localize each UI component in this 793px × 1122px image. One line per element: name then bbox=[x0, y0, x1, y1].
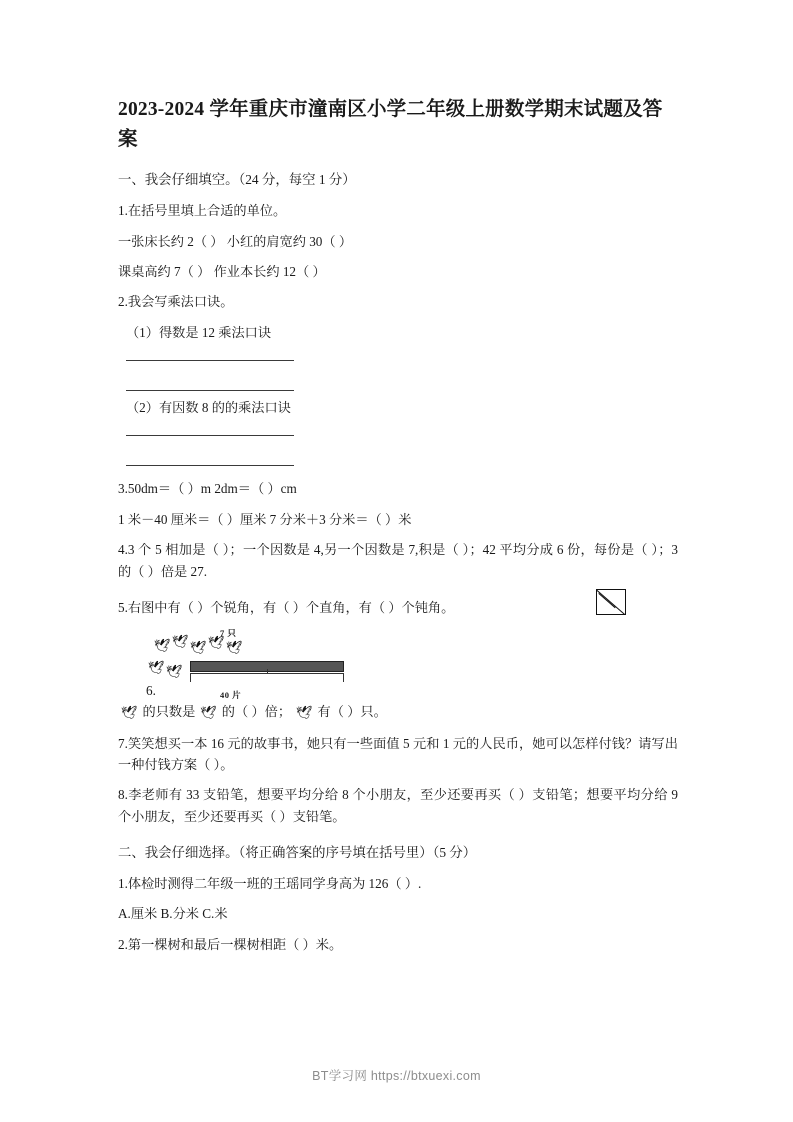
section-heading-1: 一、我会仔细填空。（24 分，每空 1 分） bbox=[118, 172, 356, 188]
question-2-a: （1）得数是 12 乘法口诀 bbox=[126, 324, 272, 340]
watermark: BT学习网 https://btxuexi.com bbox=[312, 1069, 481, 1083]
question-5: 5.右图中有（ ）个锐角，有（ ）个直角，有（ ）个钝角。 bbox=[118, 599, 455, 615]
bird-icon: 🕊 bbox=[166, 664, 183, 680]
question-6-part-1: 的只数是 bbox=[142, 704, 196, 720]
answer-line-1[interactable] bbox=[126, 360, 294, 361]
bird-icon: 🕊 bbox=[200, 705, 217, 721]
bird-icon: 🕊 bbox=[190, 640, 207, 656]
question-3-a: 3.50dm＝（ ）m 2dm＝（ ）cm bbox=[118, 481, 297, 497]
question-2-1-options: A.厘米 B.分米 C.米 bbox=[118, 906, 228, 922]
question-6-part-2: 的（ ）倍； bbox=[221, 704, 292, 720]
question-6-caption bbox=[118, 701, 678, 723]
bird-icon: 🕊 bbox=[296, 705, 313, 721]
question-7: 7.笑笑想买一本 16 元的故事书，她只有一些面值 5 元和 1 元的人民币，她可以怎样付钱？请写出一种付钱方案（ ）。 bbox=[118, 735, 678, 773]
question-5-block bbox=[118, 597, 678, 618]
question-1-units-a: 一张床长约 2（ ） 小红的肩宽约 30（ ） bbox=[118, 233, 353, 249]
question-1-1: 1.在括号里填上合适的单位。 bbox=[118, 203, 287, 219]
figure-top-label: 7 只 bbox=[220, 628, 237, 639]
question-2-2: 2.第一棵树和最后一棵树相距（ ）米。 bbox=[118, 936, 343, 952]
answer-line-3[interactable] bbox=[126, 435, 294, 436]
section-heading-2: 二、我会仔细选择。（将正确答案的序号填在括号里）（5 分） bbox=[118, 845, 477, 861]
page-title: 2023-2024 学年重庆市潼南区小学二年级上册数学期末试题及答案 bbox=[118, 99, 663, 151]
right-triangle-figure-icon bbox=[596, 589, 626, 615]
bird-icon: 🕊 bbox=[226, 640, 243, 656]
question-2-1: 1.体检时测得二年级一班的王瑶同学身高为 126（ ）. bbox=[118, 875, 422, 891]
question-2: 2.我会写乘法口诀。 bbox=[118, 294, 234, 310]
question-6-figure bbox=[146, 627, 446, 699]
question-3-b: 1 米－40 厘米＝（ ）厘米 7 分米＋3 分米＝（ ）米 bbox=[118, 511, 412, 527]
question-1-units-b: 课桌高约 7（ ） 作业本长约 12（ ） bbox=[118, 263, 326, 279]
bird-icon: 🕊 bbox=[148, 660, 165, 676]
figure-bottom-label: 40 片 bbox=[220, 690, 242, 701]
question-4: 4.3 个 5 相加是（ ）；一个因数是 4,另一个因数是 7,积是（ ）；42 平均分成 6 份，每份是（ ）；3 的（ ）倍是 27. bbox=[118, 542, 678, 579]
question-6-part-3: 有（ ）只。 bbox=[317, 704, 387, 720]
question-2-b: （2）有因数 8 的的乘法口诀 bbox=[126, 400, 291, 416]
bird-icon: 🕊 bbox=[208, 635, 225, 651]
question-8: 8.李老师有 33 支铅笔，想要平均分给 8 个小朋友，至少还要再买（ ）支铅笔；想要平均分给 9 个小朋友，至少还要再买（ ）支铅笔。 bbox=[118, 787, 678, 824]
question-6-number: 6. bbox=[146, 683, 156, 699]
document-body bbox=[118, 95, 678, 964]
bird-icon: 🕊 bbox=[154, 638, 171, 654]
brace-marker bbox=[190, 673, 344, 682]
bird-icon: 🕊 bbox=[172, 634, 189, 650]
bird-icon: 🕊 bbox=[121, 705, 138, 721]
